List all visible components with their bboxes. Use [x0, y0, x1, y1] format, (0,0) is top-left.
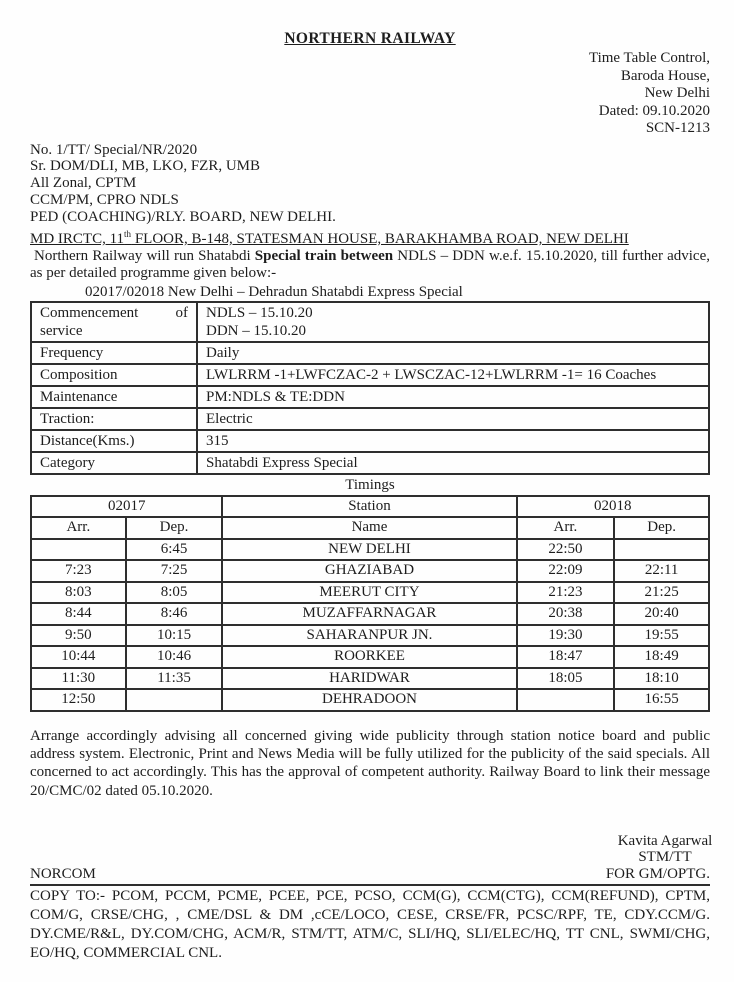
reference-number: No. 1/TT/ Special/NR/2020	[30, 141, 198, 158]
office-line: New Delhi	[644, 85, 710, 101]
md-irctc-superscript: th	[124, 229, 132, 240]
detail-value-line: Shatabdi Express Special	[206, 454, 358, 471]
station-name: GHAZIABAD	[222, 560, 516, 582]
timings-heading: Timings	[345, 476, 395, 493]
document-date: Dated: 09.10.2020	[598, 102, 710, 119]
timings-row	[31, 646, 709, 668]
train-details-table	[30, 301, 710, 475]
arr-time: 12:50	[31, 689, 126, 711]
addressee-line: PED (COACHING)/RLY. BOARD, NEW DELHI.	[30, 209, 336, 226]
dep-time: 11:35	[126, 668, 223, 690]
dep-time: 21:25	[614, 582, 709, 604]
detail-value-line: PM:NDLS & TE:DDN	[206, 388, 345, 405]
arr-time	[31, 539, 126, 561]
detail-value-line: Electric	[206, 410, 253, 427]
dep-time: 22:11	[614, 560, 709, 582]
station-name: SAHARANPUR JN.	[222, 625, 516, 647]
timings-row	[31, 625, 709, 647]
table-row	[31, 408, 709, 430]
arr-time: 9:50	[31, 625, 126, 647]
dep-time: 16:55	[614, 689, 709, 711]
addressee-line-md-irctc	[30, 226, 710, 248]
detail-label: Frequency	[31, 342, 197, 364]
detail-value	[197, 408, 709, 430]
timings-row	[31, 689, 709, 711]
arr-time: 18:47	[517, 646, 615, 668]
detail-value-line: DDN – 15.10.20	[206, 322, 306, 339]
intro-bold: Special train between	[254, 247, 394, 264]
detail-label: Maintenance	[31, 386, 197, 408]
intro-post: NDLS – DDN w.e.f. 15.10.2020, till further advice, as per detailed programme given below:-	[30, 247, 710, 282]
signatory-name: Kavita Agarwal	[617, 832, 713, 849]
arr-time: 8:03	[31, 582, 126, 604]
station-name: ROORKEE	[222, 646, 516, 668]
station-name: MEERUT CITY	[222, 582, 516, 604]
dep-time: 6:45	[126, 539, 223, 561]
copy-to-paragraph: COPY TO:- PCOM, PCCM, PCME, PCEE, PCE, PCSO, CCM(G), CCM(CTG), CCM(REFUND), CPTM, COM/G, CRSE/CHG, , CME/DSL & DM ,cCE/LOCO, CESE, CRSE/FR, PCSC/RPF, TE, CDY.CCM/G. DY.CME/R&L, DY.COM/CHG, ACM/R, STM/TT, ATM/C, SLI/HQ, SLI/ELEC/HQ, TT CNL, SWMI/CHG, EO/HQ, COMMERCIAL CNL.	[30, 887, 710, 962]
timings-row	[31, 539, 709, 561]
table-row	[31, 452, 709, 474]
document-title: NORTHERN RAILWAY	[284, 30, 456, 47]
md-irctc-suffix: FLOOR, B-148, STATESMAN HOUSE, BARAKHAMBA ROAD, NEW DELHI	[131, 231, 629, 248]
station-name: HARIDWAR	[222, 668, 516, 690]
detail-value	[197, 386, 709, 408]
name-header: Name	[222, 517, 516, 539]
table-row	[31, 342, 709, 364]
intro-pre: Northern Railway will run Shatabdi	[34, 247, 255, 264]
detail-value	[197, 302, 709, 342]
arr-time: 18:05	[517, 668, 615, 690]
timings-subheader-row	[31, 517, 709, 539]
norcom-row	[30, 866, 710, 886]
table-row	[31, 364, 709, 386]
detail-label: Traction:	[31, 408, 197, 430]
arr-time: 7:23	[31, 560, 126, 582]
train-number-up: 02018	[517, 496, 709, 518]
dep-time: 18:10	[614, 668, 709, 690]
dep-time: 8:46	[126, 603, 223, 625]
arr-time: 22:09	[517, 560, 615, 582]
dep-time: 20:40	[614, 603, 709, 625]
detail-value	[197, 342, 709, 364]
detail-label: Distance(Kms.)	[31, 430, 197, 452]
arr-time: 20:38	[517, 603, 615, 625]
addressee-line: Sr. DOM/DLI, MB, LKO, FZR, UMB	[30, 158, 261, 175]
timings-row	[31, 603, 709, 625]
table-row	[31, 386, 709, 408]
detail-value-line: 315	[206, 432, 229, 449]
detail-label: Category	[31, 452, 197, 474]
dep-time: 10:46	[126, 646, 223, 668]
dep-time: 19:55	[614, 625, 709, 647]
arr-time: 19:30	[517, 625, 615, 647]
detail-label: Composition	[31, 364, 197, 386]
timings-table	[30, 495, 710, 712]
station-name: DEHRADOON	[222, 689, 516, 711]
office-line: Time Table Control,	[588, 50, 710, 66]
train-title-line: 02017/02018 New Delhi – Dehradun Shatabdi Express Special	[85, 283, 463, 300]
office-address-block	[30, 50, 710, 138]
signatory-designation: STM/TT	[638, 849, 692, 866]
office-line: Baroda House,	[620, 67, 710, 84]
table-row	[31, 302, 709, 342]
detail-value	[197, 364, 709, 386]
dep-time: 8:05	[126, 582, 223, 604]
detail-label: Commencement of service	[31, 302, 197, 342]
dep-time	[126, 689, 223, 711]
arr-header: Arr.	[31, 517, 126, 539]
detail-value	[197, 452, 709, 474]
dep-header: Dep.	[614, 517, 709, 539]
arr-time: 21:23	[517, 582, 615, 604]
arr-header: Arr.	[517, 517, 615, 539]
detail-value-line: NDLS – 15.10.20	[206, 304, 313, 321]
addressee-line: CCM/PM, CPRO NDLS	[30, 192, 179, 209]
scn-number: SCN-1213	[645, 120, 710, 136]
detail-value-line: Daily	[206, 344, 240, 361]
addressee-line: All Zonal, CPTM	[30, 175, 137, 192]
dep-time: 7:25	[126, 560, 223, 582]
detail-value	[197, 430, 709, 452]
arr-time: 22:50	[517, 539, 615, 561]
signature-block	[590, 833, 734, 866]
station-name: MUZAFFARNAGAR	[222, 603, 516, 625]
arr-time: 11:30	[31, 668, 126, 690]
dep-time: 18:49	[614, 646, 709, 668]
addressee-block	[30, 142, 710, 248]
detail-value-line: LWLRRM -1+LWFCZAC-2 + LWSCZAC-12+LWLRRM -1= 16 Coaches	[206, 366, 657, 383]
md-irctc-prefix: MD IRCTC, 11	[30, 231, 125, 248]
for-gm-optg: FOR GM/OPTG.	[605, 865, 710, 882]
table-row	[31, 430, 709, 452]
norcom-label: NORCOM	[30, 865, 96, 882]
closing-paragraph: Arrange accordingly advising all concerned giving wide publicity through station notice board and public address system. Electronic, Print and News Media will be fully utilized for the publicity of the said specials. All concerned to act accordingly. This has the approval of competent authority. Railway Board to link their message 20/CMC/02 dated 05.10.2020.	[30, 727, 710, 799]
timings-row	[31, 560, 709, 582]
station-name: NEW DELHI	[222, 539, 516, 561]
timings-row	[31, 582, 709, 604]
arr-time	[517, 689, 615, 711]
timings-group-header-row	[31, 496, 709, 518]
arr-time: 8:44	[31, 603, 126, 625]
timings-row	[31, 668, 709, 690]
dep-header: Dep.	[126, 517, 223, 539]
dep-time	[614, 539, 709, 561]
intro-paragraph	[30, 248, 710, 283]
dep-time: 10:15	[126, 625, 223, 647]
train-number-down: 02017	[31, 496, 222, 518]
arr-time: 10:44	[31, 646, 126, 668]
station-header: Station	[222, 496, 516, 518]
